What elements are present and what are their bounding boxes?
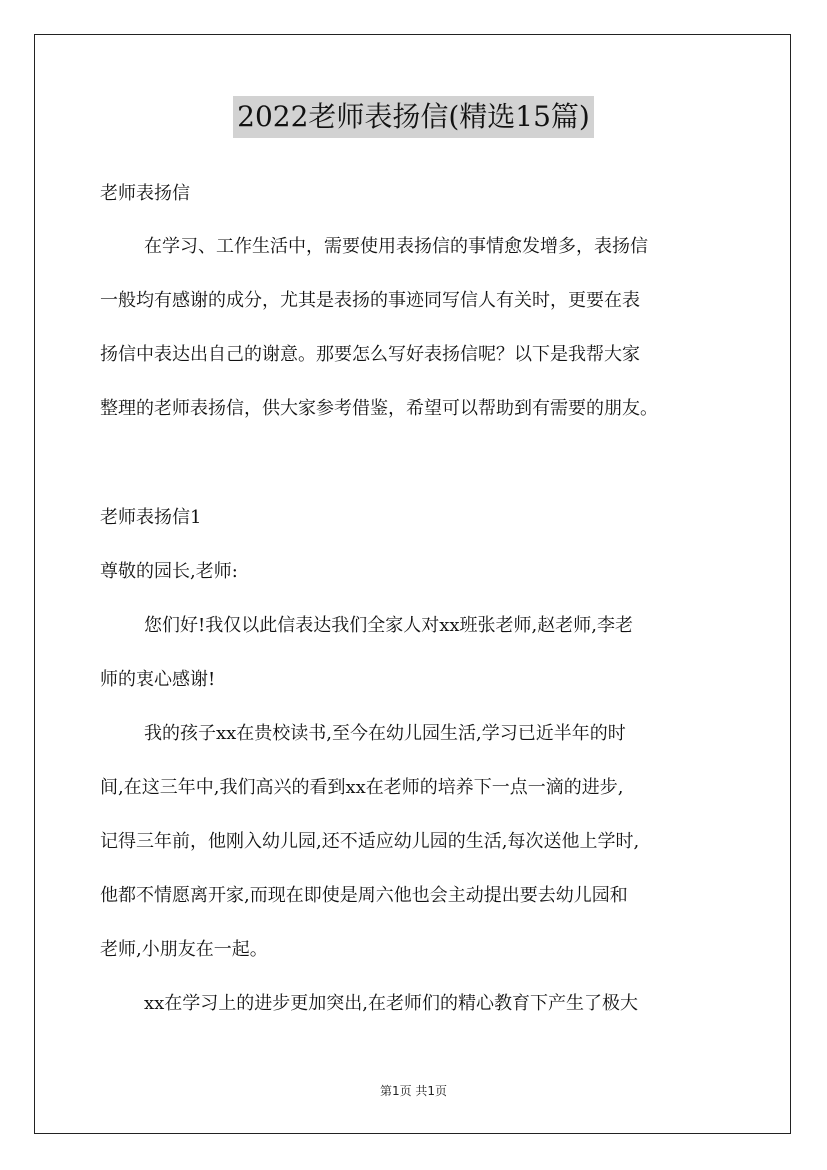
- title-container: [0, 96, 827, 138]
- paragraph-line: 师的衷心感谢!: [100, 669, 216, 690]
- paragraph-line: 我的孩子xx在贵校读书,至今在幼儿园生活,学习已近半年的时: [144, 723, 626, 744]
- paragraph-line: 他都不情愿离开家,而现在即使是周六他也会主动提出要去幼儿园和: [100, 885, 628, 906]
- page-footer: 第1页 共1页: [379, 1084, 448, 1098]
- paragraph-line: 整理的老师表扬信，供大家参考借鉴，希望可以帮助到有需要的朋友。: [100, 398, 658, 419]
- document-title: 2022老师表扬信(精选15篇): [233, 96, 594, 138]
- paragraph-line: 在学习、工作生活中，需要使用表扬信的事情愈发增多，表扬信: [144, 236, 648, 257]
- paragraph-line: 一般均有感谢的成分，尤其是表扬的事迹同写信人有关时，更要在表: [100, 290, 640, 311]
- paragraph-line: 记得三年前，他刚入幼儿园,还不适应幼儿园的生活,每次送他上学时,: [100, 831, 640, 852]
- section-heading: 老师表扬信1: [100, 507, 202, 528]
- paragraph-line: 您们好!我仅以此信表达我们全家人对xx班张老师,赵老师,李老: [144, 615, 633, 636]
- paragraph-line: 老师,小朋友在一起。: [100, 939, 268, 960]
- salutation: 尊敬的园长,老师:: [100, 561, 238, 582]
- paragraph-line: 间,在这三年中,我们高兴的看到xx在老师的培养下一点一滴的进步,: [100, 777, 624, 798]
- section-heading: 老师表扬信: [100, 183, 190, 204]
- paragraph-line: xx在学习上的进步更加突出,在老师们的精心教育下产生了极大: [144, 993, 639, 1014]
- paragraph-line: 扬信中表达出自己的谢意。那要怎么写好表扬信呢？以下是我帮大家: [100, 344, 640, 365]
